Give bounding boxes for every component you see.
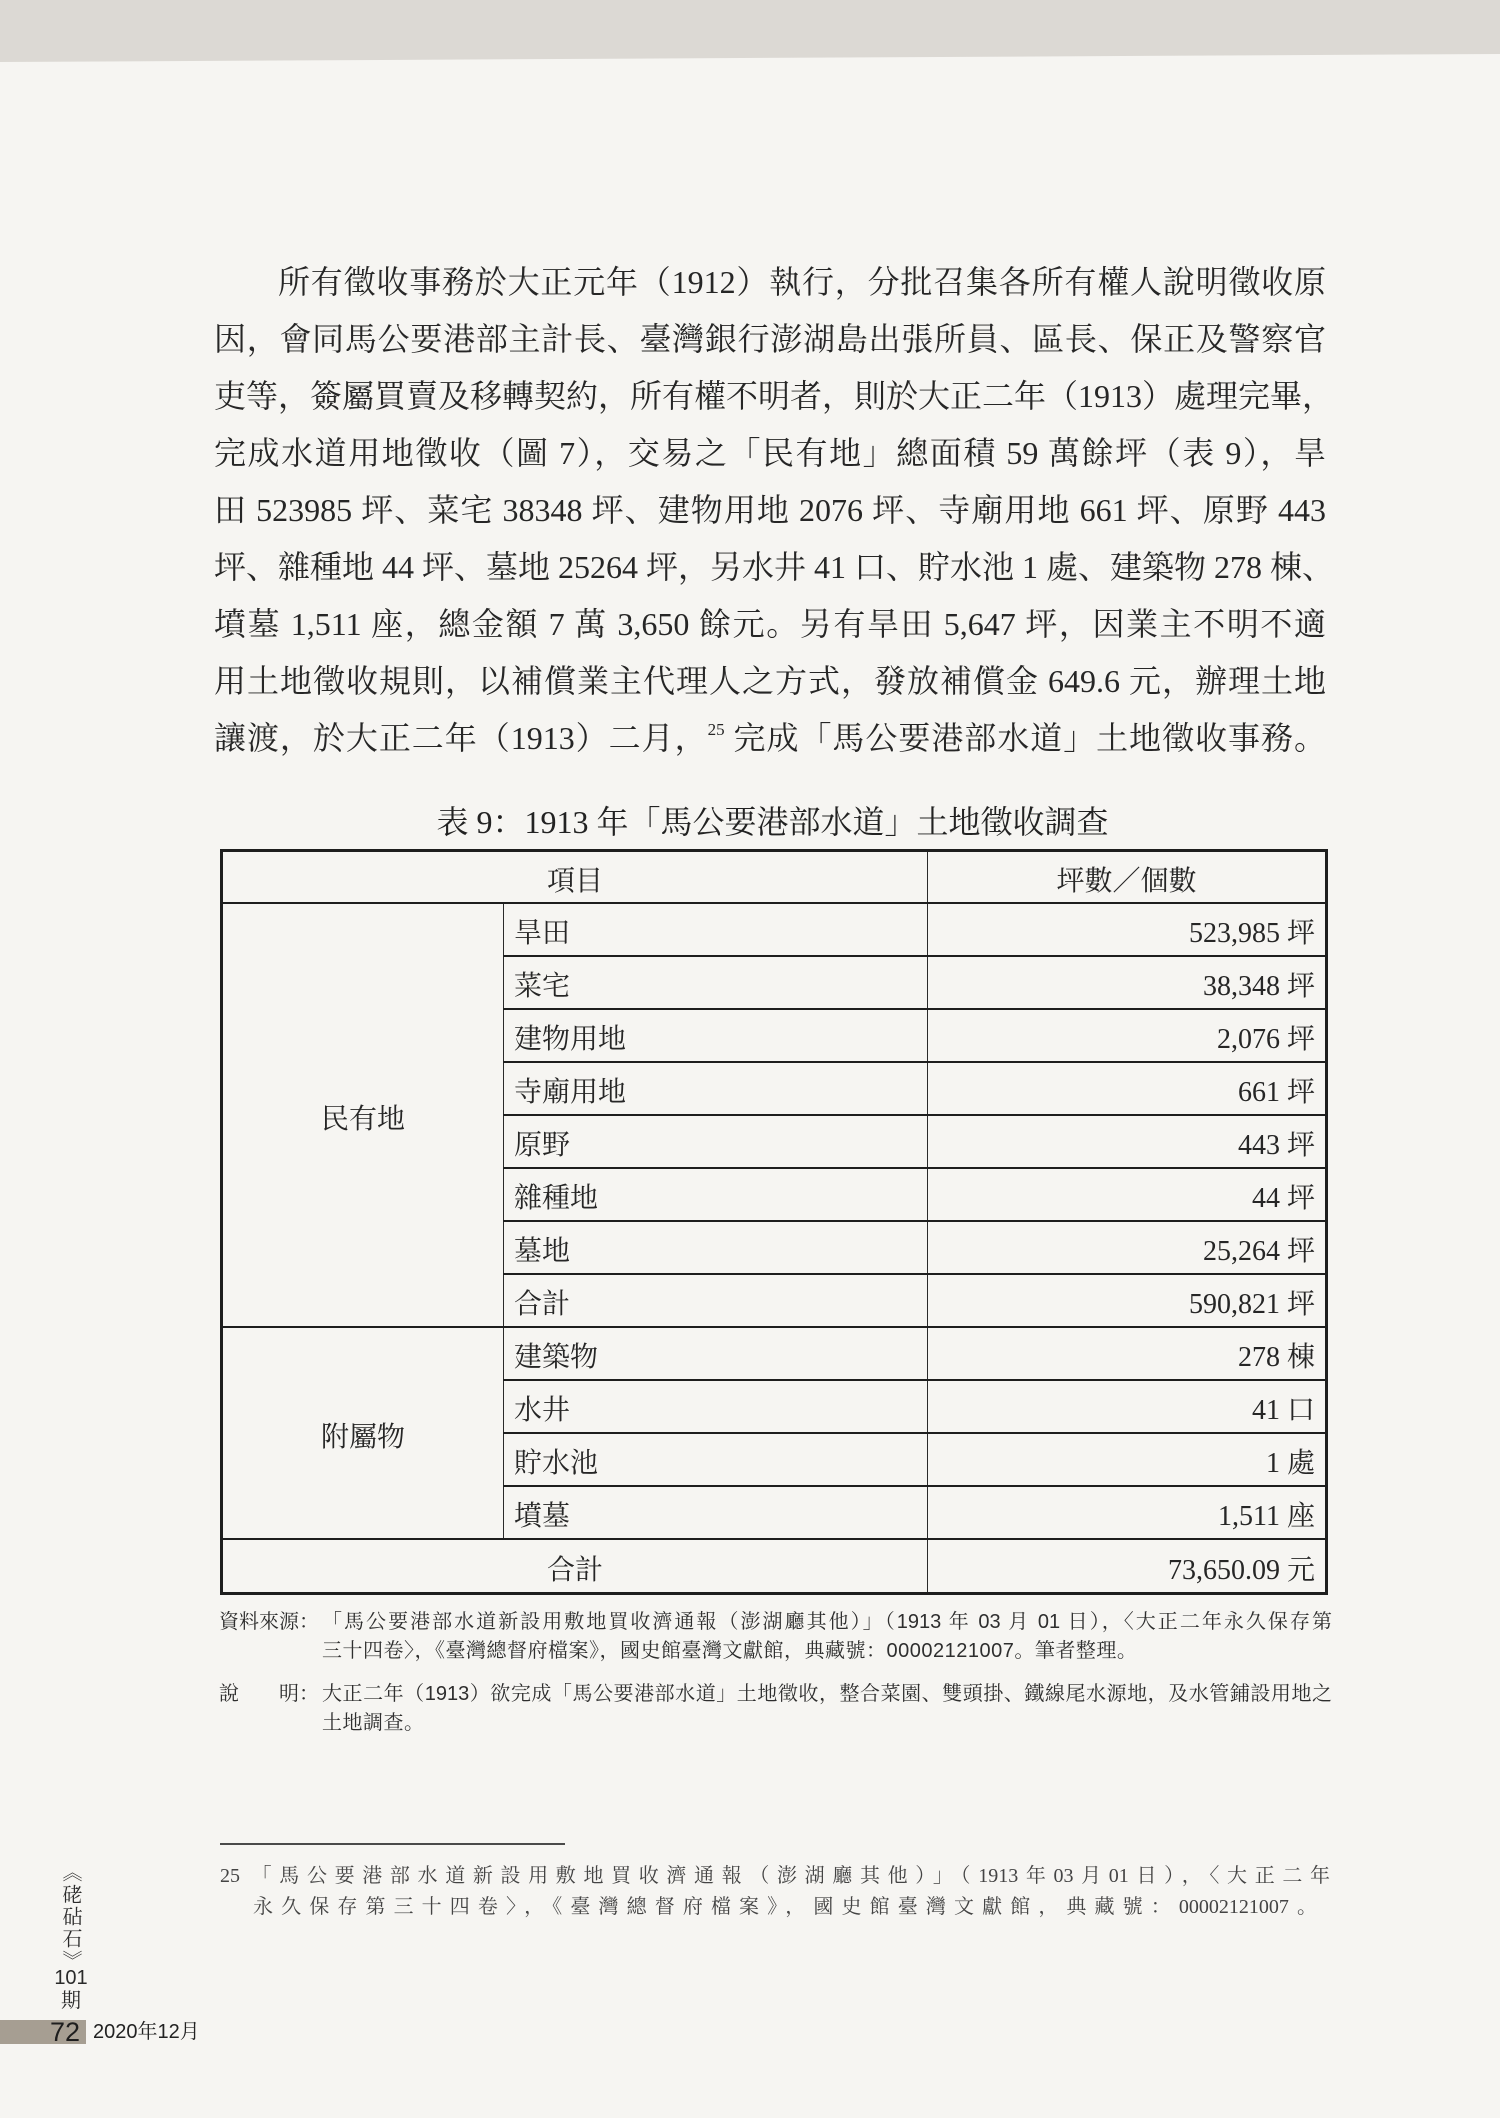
- footnote-number: 25: [220, 1865, 240, 1887]
- paragraph-text: 完成「馬公要港部水道」土地徵收事務。: [724, 720, 1326, 756]
- paragraph-line: 用土地徵收規則，以補償業主代理人之方式，發放補償金 649.6 元，辦理土地: [214, 663, 1326, 699]
- footnote-line: 永久保存第三十四卷〉，《臺灣總督府檔案》，國史館臺灣文獻館，典藏號：00002121007。: [253, 1896, 1317, 1918]
- row-item: 合計: [504, 1274, 928, 1327]
- row-value: 2,076 坪: [928, 1009, 1327, 1062]
- row-item: 墳墓: [504, 1486, 928, 1539]
- row-item: 菜宅: [504, 956, 928, 1009]
- row-value: 661 坪: [928, 1062, 1327, 1115]
- source-note: [219, 1608, 1332, 1666]
- row-item: 雜種地: [504, 1168, 928, 1221]
- paragraph-line: 完成水道用地徵收（圖 7），交易之「民有地」總面積 59 萬餘坪（表 9），旱: [214, 435, 1326, 471]
- row-item: 水井: [504, 1380, 928, 1433]
- row-value: 1,511 座: [928, 1486, 1327, 1539]
- page-number-bar: [0, 2017, 86, 2047]
- footnote-reference: 25: [707, 720, 725, 739]
- explanation-label: 說 明：: [219, 1683, 319, 1705]
- row-item: 墓地: [504, 1221, 928, 1274]
- header-item: 項目: [222, 851, 928, 903]
- body-paragraph: [214, 254, 1335, 767]
- header-quantity: 坪數／個數: [928, 851, 1327, 903]
- row-item: 寺廟用地: [504, 1062, 928, 1115]
- source-label: 資料來源：: [219, 1611, 319, 1633]
- paragraph-line: 墳墓 1,511 座，總金額 7 萬 3,650 餘元。另有旱田 5,647 坪，因業主不明不適: [214, 606, 1326, 642]
- row-item: 建築物: [504, 1327, 928, 1380]
- paragraph-line: 田 523985 坪、菜宅 38348 坪、建物用地 2076 坪、寺廟用地 661 坪、原野 443: [214, 492, 1326, 528]
- row-value: 523,985 坪: [928, 903, 1327, 956]
- issue-number: 101: [54, 1967, 88, 1989]
- footnote-separator: [220, 1843, 565, 1845]
- row-item: 原野: [504, 1115, 928, 1168]
- paragraph-line: 因，會同馬公要港部主計長、臺灣銀行澎湖島出張所員、區長、保正及警察官: [214, 321, 1326, 357]
- total-value: 73,650.09 元: [928, 1539, 1327, 1594]
- row-value: 590,821 坪: [928, 1274, 1327, 1327]
- publication-date: 2020年12月: [93, 2021, 200, 2043]
- row-value: 278 棟: [928, 1327, 1327, 1380]
- explanation-note: [219, 1680, 1332, 1738]
- row-value: 25,264 坪: [928, 1221, 1327, 1274]
- table-row: [222, 903, 1327, 956]
- note-line: 「馬公要港部水道新設用敷地買收濟通報（澎湖廳其他）」（1913 年 03 月 01 日），〈大正二年永久保存第: [322, 1611, 1332, 1633]
- row-value: 44 坪: [928, 1168, 1327, 1221]
- scan-edge-band: [0, 0, 1500, 64]
- paragraph-line: 吏等，簽屬買賣及移轉契約，所有權不明者，則於大正二年（1913）處理完畢，: [214, 378, 1335, 414]
- source-text: [322, 1608, 1332, 1666]
- footnote-line: [220, 1861, 1330, 1892]
- journal-title-vertical: 《硓砧石》: [59, 1862, 83, 1972]
- row-value: 38,348 坪: [928, 956, 1327, 1009]
- paragraph-last-line: [214, 710, 1326, 767]
- issue-suffix: 期: [61, 1988, 81, 2012]
- group-label-private-land: 民有地: [222, 903, 504, 1327]
- footnote-25: [220, 1861, 1330, 1923]
- paragraph-text: 讓渡，於大正二年（1913）二月，: [214, 720, 708, 756]
- paragraph-line: 所有徵收事務於大正元年（1912）執行，分批召集各所有權人說明徵收原: [278, 264, 1326, 300]
- explanation-text: [322, 1680, 1332, 1738]
- total-label: 合計: [222, 1539, 928, 1594]
- table-notes: [219, 1608, 1332, 1752]
- paragraph-line: 坪、雜種地 44 坪、墓地 25264 坪，另水井 41 口、貯水池 1 處、建築物 278 棟、: [214, 549, 1335, 585]
- table-row: [222, 1327, 1327, 1380]
- row-value: 443 坪: [928, 1115, 1327, 1168]
- table-row-total: [222, 1539, 1327, 1594]
- row-item: 建物用地: [504, 1009, 928, 1062]
- note-line: 土地調查。: [322, 1712, 425, 1734]
- row-item: 旱田: [504, 903, 928, 956]
- row-item: 貯水池: [504, 1433, 928, 1486]
- page-number: 72: [49, 2017, 80, 2047]
- table-header-row: [222, 851, 1327, 903]
- row-value: 41 口: [928, 1380, 1327, 1433]
- footnote-text: 「馬公要港部水道新設用敷地買收濟通報（澎湖廳其他）」（1913年03月01日），〈大正二年: [244, 1865, 1330, 1887]
- note-line: 三十四卷〉，《臺灣總督府檔案》，國史館臺灣文獻館，典藏號：00002121007。筆者整理。: [322, 1640, 1138, 1662]
- land-acquisition-table: [220, 849, 1328, 1595]
- note-line: 大正二年（1913）欲完成「馬公要港部水道」土地徵收，整合菜園、雙頭掛、鐵線尾水源地，及水管鋪設用地之: [322, 1683, 1332, 1705]
- row-value: 1 處: [928, 1433, 1327, 1486]
- table-title: 表 9：1913 年「馬公要港部水道」土地徵收調查: [436, 804, 1109, 840]
- group-label-appurtenances: 附屬物: [222, 1327, 504, 1539]
